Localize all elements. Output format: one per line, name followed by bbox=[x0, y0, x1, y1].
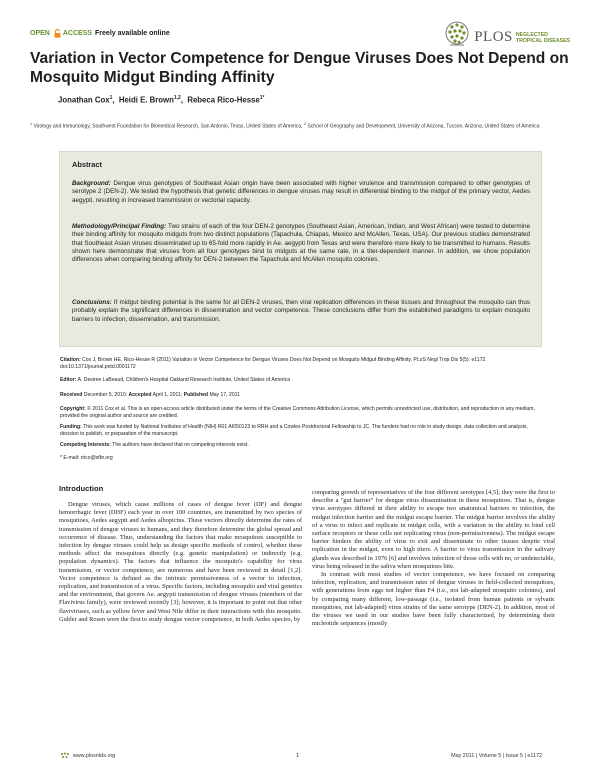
abstract-label: Methodology/Principal Finding: bbox=[72, 223, 167, 230]
article-title: Variation in Vector Competence for Dengue Viruses Does Not Depend on Mosquito Midgut Binding Affinity bbox=[30, 50, 569, 86]
affil-sup: 1 bbox=[30, 122, 33, 126]
accepted-date: April 1, 2011; bbox=[152, 392, 183, 398]
author-sup: 1* bbox=[259, 95, 265, 101]
page-footer bbox=[60, 752, 542, 762]
editor bbox=[60, 377, 542, 384]
abstract-label: Conclusions: bbox=[72, 299, 112, 306]
open-access-badge bbox=[30, 29, 170, 38]
citation bbox=[60, 357, 542, 372]
author-sup: 1,2 bbox=[173, 95, 181, 101]
abstract-text: Dengue virus genotypes of Southeast Asian origin have been associated with higher virulence and transmission compared to other genotypes of serotype 2 (DEN-2). We tested the hypothesis that genetic differences in dengue viruses may result in differential binding to the midgut of the primary vector, Aedes aegypti, resulting in increased transmission or vectorial capacity. bbox=[72, 180, 530, 204]
journal-sub-line-1: NEGLECTED bbox=[515, 32, 548, 38]
funding bbox=[60, 424, 542, 439]
abstract-background bbox=[72, 180, 530, 205]
body-text: In contrast with most studies of vector competence, we have focused on comparing infection, replication, and transmission rates of dengue viruses in field-collected mosquitoes, with generations from eggs not higher than F4 (i.e., not lab-adapted mosquito colonies), and by comparing many different, low-passage (i.e., isolated from human patients or sylvatic mosquitoes, not lab-adapted) virus strains of the same serotype (DEN-2). In addition, most of the viruses we used in our studies have been fully characterized, by determining their nucleotide sequences (mostly bbox=[312, 571, 555, 628]
access-word: ACCESS bbox=[62, 30, 93, 37]
author-sup: 1 bbox=[109, 95, 113, 101]
copyright-text: © 2011 Cox et al. This is an open-access article distributed under the terms of the Creative Commons Attribution License, which permits unrestricted use, distribution, and reproduction in any medium, provided the original author and source are credited. bbox=[60, 406, 535, 420]
journal-sub-line-2: TROPICAL DISEASES bbox=[515, 38, 570, 44]
competing-text: The authors have declared that no competing interests exist. bbox=[112, 442, 249, 448]
received-date: December 5, 2010; bbox=[83, 392, 128, 398]
freely-available-label: Freely available online bbox=[95, 30, 170, 37]
affil-text: School of Geography and Development, University of Arizona, Tucson, Arizona, United States of America bbox=[307, 123, 540, 130]
journal-logo bbox=[444, 20, 570, 50]
introduction-heading: Introduction bbox=[59, 484, 104, 493]
globe-logo-icon bbox=[444, 20, 470, 50]
copyright bbox=[60, 406, 542, 421]
meta-label: Competing Interests: bbox=[60, 442, 111, 448]
footer-url-text[interactable]: www.plosntds.org bbox=[73, 753, 116, 759]
open-access-word: OPEN bbox=[30, 30, 50, 37]
funding-text: This work was funded by National Institutes of Health (NIH) R01 AI050123 to RRH and a Cowles Postdoctoral Fellowship to JC. The funders had no role in study design, data collection and analysis, decision to publish, or preparation of the manuscript. bbox=[60, 424, 528, 438]
competing-interests bbox=[60, 442, 542, 449]
citation-text[interactable]: Cox J, Brown HE, Rico-Hesse R (2011) Variation in Vector Competence for Dengue Viruses Does Not Depend on Mosquito Midgut Binding Affinity. PLoS Negl Trop Dis 5(5): e1172. doi:10.1371/journal.pntd.0001172 bbox=[60, 357, 487, 371]
meta-label: Funding: bbox=[60, 424, 82, 430]
affil-text: Virology and Immunology, Southwest Foundation for Biomedical Research, San Antonio, Texas, United States of America, bbox=[33, 123, 303, 130]
author-name: Rebeca Rico-Hesse bbox=[187, 95, 260, 105]
author-list: Jonathan Cox$^1$, Heidi E. Brown$^{1,2}$, Rebeca Rico-Hesse$^{1*}$ bbox=[58, 95, 265, 105]
open-lock-icon bbox=[54, 29, 61, 38]
body-paragraph bbox=[59, 501, 302, 624]
footer-url[interactable] bbox=[60, 752, 115, 760]
author-name: Jonathan Cox bbox=[58, 95, 110, 105]
abstract-conclusions bbox=[72, 299, 530, 324]
meta-label: Received bbox=[60, 392, 83, 398]
affiliations bbox=[30, 121, 575, 131]
journal-subtitle bbox=[516, 32, 570, 44]
meta-label: Accepted bbox=[128, 392, 152, 398]
meta-label: Published bbox=[183, 392, 209, 398]
meta-label: Copyright: bbox=[60, 406, 86, 412]
email[interactable]: * E-mail: rrico@sfbr.org bbox=[60, 455, 113, 461]
body-paragraph bbox=[312, 571, 555, 628]
plos-wordmark: PLOS bbox=[474, 29, 513, 45]
body-column-right bbox=[312, 489, 555, 628]
author-name: Heidi E. Brown bbox=[118, 95, 174, 105]
globe-dots-icon bbox=[60, 752, 70, 760]
published-date: May 17, 2011 bbox=[209, 392, 240, 398]
abstract-methods bbox=[72, 223, 530, 264]
abstract-label: Background: bbox=[72, 180, 111, 187]
body-paragraph: comparing growth of representatives of the four different serotypes [4,5]; they were the first to describe a "gut barrier" for dengue virus dissemination in these mosquitoes. That is, dengue virus serotypes differed in their ability to escape two anatomical barriers to infection, the midgut infection barrier and the midgut escape barrier. The midgut barrier involves the ability of a virus to infect and replicate in midgut cells, with a variation in the ability to bind cell surface receptors or these cells not replicating virus (non-permissiveness). The midgut escape barrier hinders the ability of virus to exit and disseminate to other tissues despite viral replication in the midgut, even to high titers. A barrier to virus transmission in the salivary glands was described in 1976 [6] and involves infection of those cells with no, or undetectable, virus being released in the saliva when mosquitoes bite. bbox=[312, 489, 555, 570]
abstract-text: If midgut binding potential is the same for all DEN-2 viruses, then viral replication differences in these tissues and throughout the mosquito can thus probably explain the significant differences in dissemination and vector competence. These conclusions differ from the established paradigms to explain mosquito barriers to infection, dissemination, and transmission. bbox=[72, 299, 530, 323]
editor-text: A. Desiree LaBeaud, Children's Hospital Oakland Research Institute, United States of America bbox=[77, 377, 291, 383]
page-number: 1 bbox=[296, 753, 299, 759]
body-text: Dengue viruses, which cause millions of cases of dengue fever (DF) and dengue hemorrhagic fever (DHF) each year in over 100 countries, are transmitted by two species of mosquitoes, Aedes aegypti and Aedes albopictus. These vectors directly determine the rates of transmission of dengue viruses to humans, and they therefore determine the global spread and occurrence of disease. Thus, understanding the factors that make mosquitoes susceptible to infection by dengue viruses could help us design specific methods of control, whether these methods affect the mosquitoes directly (e.g. genetic manipulation) or indirectly (e.g. population dynamics). The factors that influence the mosquito's capability for virus transmission, or vector competence, are numerous and have been reviewed in detail [1,2]. Vector competence is defined as the intrinsic permissiveness of a vector to infection, replication, and transmission of a virus. Specific factors, including mosquito and viral genetics and the environment, that govern Ae. aegypti transmission of dengue viruses (members of the Flavivirus family), were reviewed recently [3]; however, it is important to point out that other flaviviruses, such as yellow fever and West Nile differ in their interactions with this mosquito. Gubler and Rosen were the first to study dengue vector competence, in both Aedes species, by bbox=[59, 501, 302, 623]
dates bbox=[60, 392, 542, 399]
affil-sup: 2 bbox=[303, 122, 307, 126]
meta-label: Editor: bbox=[60, 377, 77, 383]
abstract-heading: Abstract bbox=[72, 160, 102, 169]
body-column-left bbox=[59, 484, 302, 624]
issue-info: May 2011 | Volume 5 | Issue 5 | e1172 bbox=[451, 753, 542, 759]
abstract-text: Two strains of each of the four DEN-2 genotypes (Southeast Asian, American, Indian, and West African) were tested to determine their binding affinity for mosquito midguts from two distinct populations (Tapachula, Chiapas, Mexico and McAllen, Texas, USA). Our previous studies demonstrated that Southeast Asian viruses disseminated up to 65-fold more rapidly in Ae. aegypti from Texas and were therefore more likely to be transmitted to humans. Results shown here demonstrate that viruses from all four genotypes bind to midguts at the same rate, in a titer-dependent manner. In addition, we show population differences when comparing binding affinity for DEN-2 between the Tapachula and McAllen mosquito colonies. bbox=[72, 223, 530, 264]
meta-label: Citation: bbox=[60, 357, 81, 363]
